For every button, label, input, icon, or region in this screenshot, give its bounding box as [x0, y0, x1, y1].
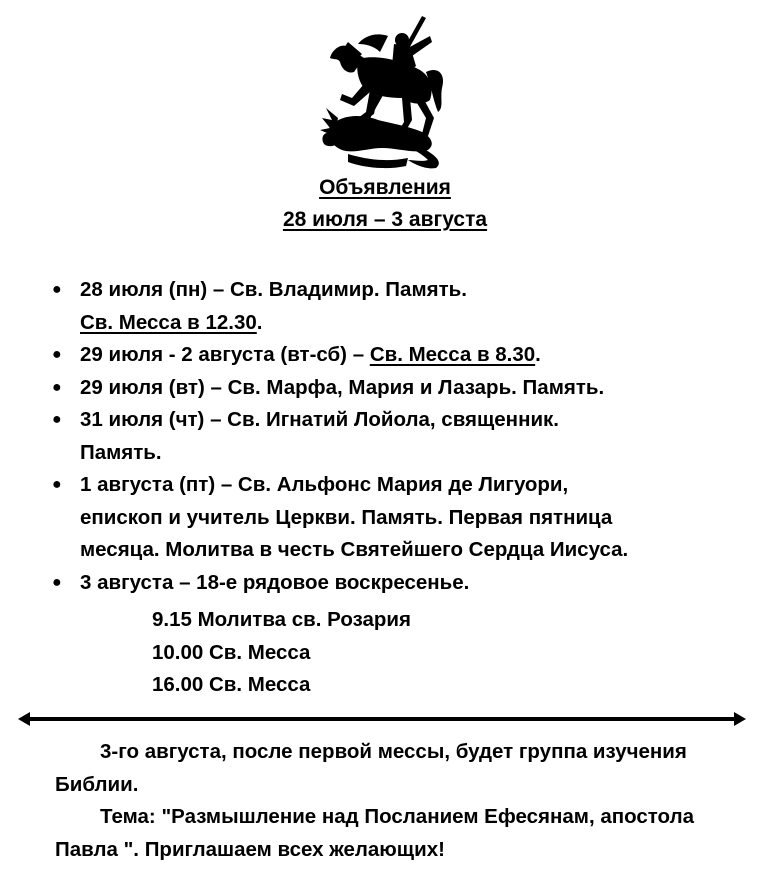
list-item-text: 1 августа (пт) – Св. Альфонс Мария де Лигуори, — [80, 473, 569, 496]
list-item — [48, 274, 748, 339]
page-title: Объявления — [319, 176, 451, 199]
list-item-text: Память. — [80, 440, 162, 464]
bullet-icon: ● — [52, 476, 62, 493]
bullet-icon: ● — [52, 346, 62, 363]
list-item-text: 29 июля - 2 августа (вт-сб) – — [80, 343, 370, 366]
mass-time: Св. Месса в 12.30 — [80, 310, 257, 334]
list-item-suffix: . — [535, 343, 541, 366]
list-item — [48, 372, 748, 405]
announcements-list — [48, 274, 748, 599]
schedule-item: 10.00 Св. Месса — [152, 640, 311, 664]
list-item — [48, 404, 748, 469]
schedule-item: 16.00 Св. Месса — [152, 673, 311, 696]
list-item-text: месяца. Молитва в честь Святейшего Сердца Иисуса. — [80, 538, 629, 561]
saint-george-dragon-icon — [318, 14, 450, 172]
date-range-title: 28 июля – 3 августа — [282, 208, 488, 231]
list-item — [48, 339, 748, 372]
list-item-text: 31 июля (чт) – Св. Игнатий Лойола, священник. — [80, 408, 560, 431]
bullet-icon: ● — [52, 378, 62, 396]
list-item-text: епископ и учитель Церкви. Память. Первая пятница — [80, 505, 613, 529]
note-paragraph: Тема: "Размышление над Посланием Ефесянам, апостола Павла ". Приглашаем всех желающих! — [55, 805, 694, 861]
list-item-text: 28 июля (пн) – Св. Владимир. Память. — [80, 278, 467, 301]
mass-time: Св. Месса в 8.30 — [369, 343, 536, 366]
bullet-icon: ● — [52, 281, 62, 298]
note-paragraph: 3-го августа, после первой мессы, будет группа изучения Библии. — [55, 740, 687, 796]
list-item — [48, 469, 748, 567]
sunday-schedule — [152, 604, 411, 702]
double-arrow-divider — [18, 712, 746, 726]
schedule-item: 9.15 Молитва св. Розария — [152, 608, 411, 631]
bullet-icon: ● — [52, 411, 62, 428]
list-item — [48, 567, 748, 600]
list-item-text: 29 июля (вт) – Св. Марфа, Мария и Лазарь. Память. — [80, 375, 605, 399]
bible-study-note — [55, 736, 755, 866]
bullet-icon: ● — [52, 573, 62, 591]
list-item-suffix: . — [256, 310, 263, 334]
list-item-text: 3 августа – 18-е рядовое воскресенье. — [80, 570, 470, 594]
